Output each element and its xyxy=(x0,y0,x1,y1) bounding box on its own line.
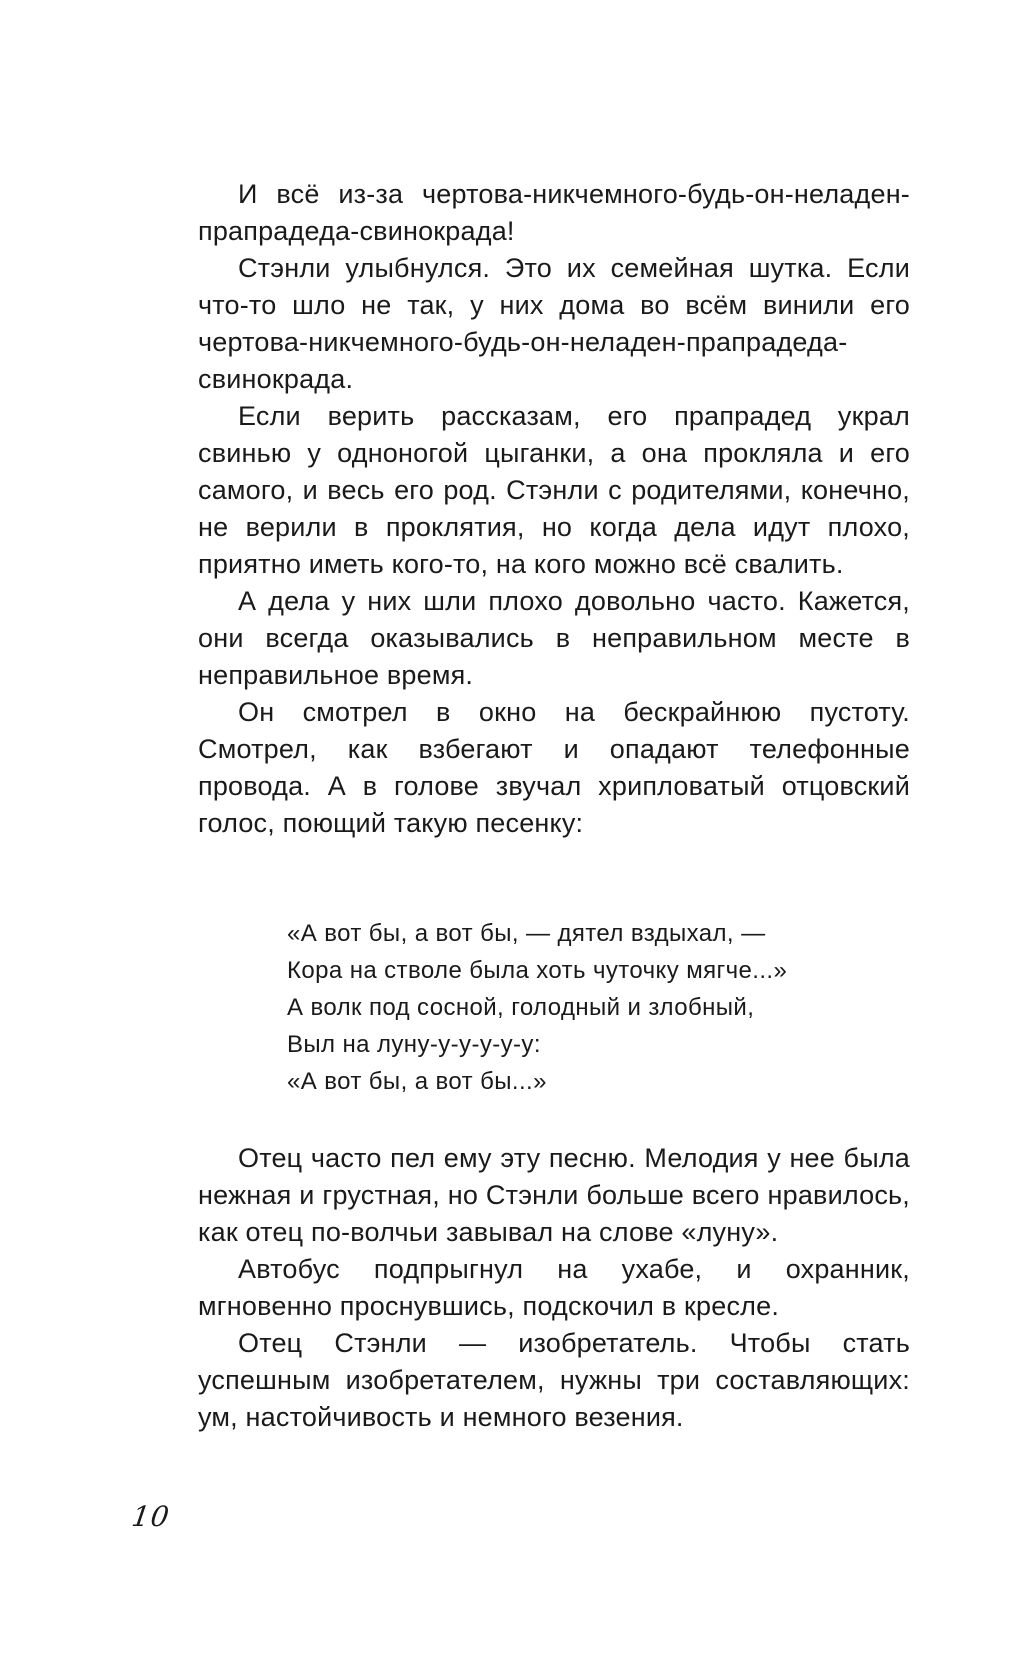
text-block-bottom xyxy=(198,1140,910,1436)
paragraph: А дела у них шли плохо довольно часто. Кажется, они всегда оказывались в неправильном месте в неправильное время. xyxy=(198,586,910,690)
paragraph: Стэнли улыбнулся. Это их семейная шутка. Если что-то шло не так, у них дома во всём винили его чертова-никчемного-будь-он-неладен-прапрадеда-свинокрада. xyxy=(198,253,910,394)
paragraph: Отец часто пел ему эту песню. Мелодия у нее была нежная и грустная, но Стэнли больше всего нравилось, как отец по-волчьи завывал на слове «луну». xyxy=(198,1143,910,1247)
verse-line: Кора на стволе была хоть чуточку мягче...» xyxy=(287,957,788,984)
verse-line: А волк под сосной, голодный и злобный, xyxy=(287,994,755,1021)
verse-line: Выл на луну-у-у-у-у-у: xyxy=(287,1031,541,1058)
page-number: 10 xyxy=(129,1500,172,1533)
paragraph: Отец Стэнли — изобретатель. Чтобы стать успешным изобретателем, нужны три составляющих: ум, настойчивость и немного везения. xyxy=(198,1328,910,1432)
paragraph: И всё из-за чертова-никчемного-будь-он-неладен-прапрадеда-свинокрада! xyxy=(198,179,910,246)
verse-line: «А вот бы, а вот бы, — дятел вздыхал, — xyxy=(287,920,766,947)
verse-line: «А вот бы, а вот бы...» xyxy=(287,1068,547,1095)
paragraph: Автобус подпрыгнул на ухабе, и охранник, мгновенно проснувшись, подскочил в кресле. xyxy=(198,1254,910,1321)
paragraph: Он смотрел в окно на бескрайнюю пустоту. Смотрел, как взбегают и опадают телефонные провода. А в голове звучал хрипловатый отцовский голос, поющий такую песенку: xyxy=(198,697,910,838)
song-verse xyxy=(287,915,907,1100)
text-block-top xyxy=(198,176,910,842)
paragraph: Если верить рассказам, его прапрадед украл свинью у одноногой цыганки, а она прокляла и его самого, и весь его род. Стэнли с родителями, конечно, не верили в проклятия, но когда дела идут плохо, приятно иметь кого-то, на кого можно всё свалить. xyxy=(198,401,910,579)
